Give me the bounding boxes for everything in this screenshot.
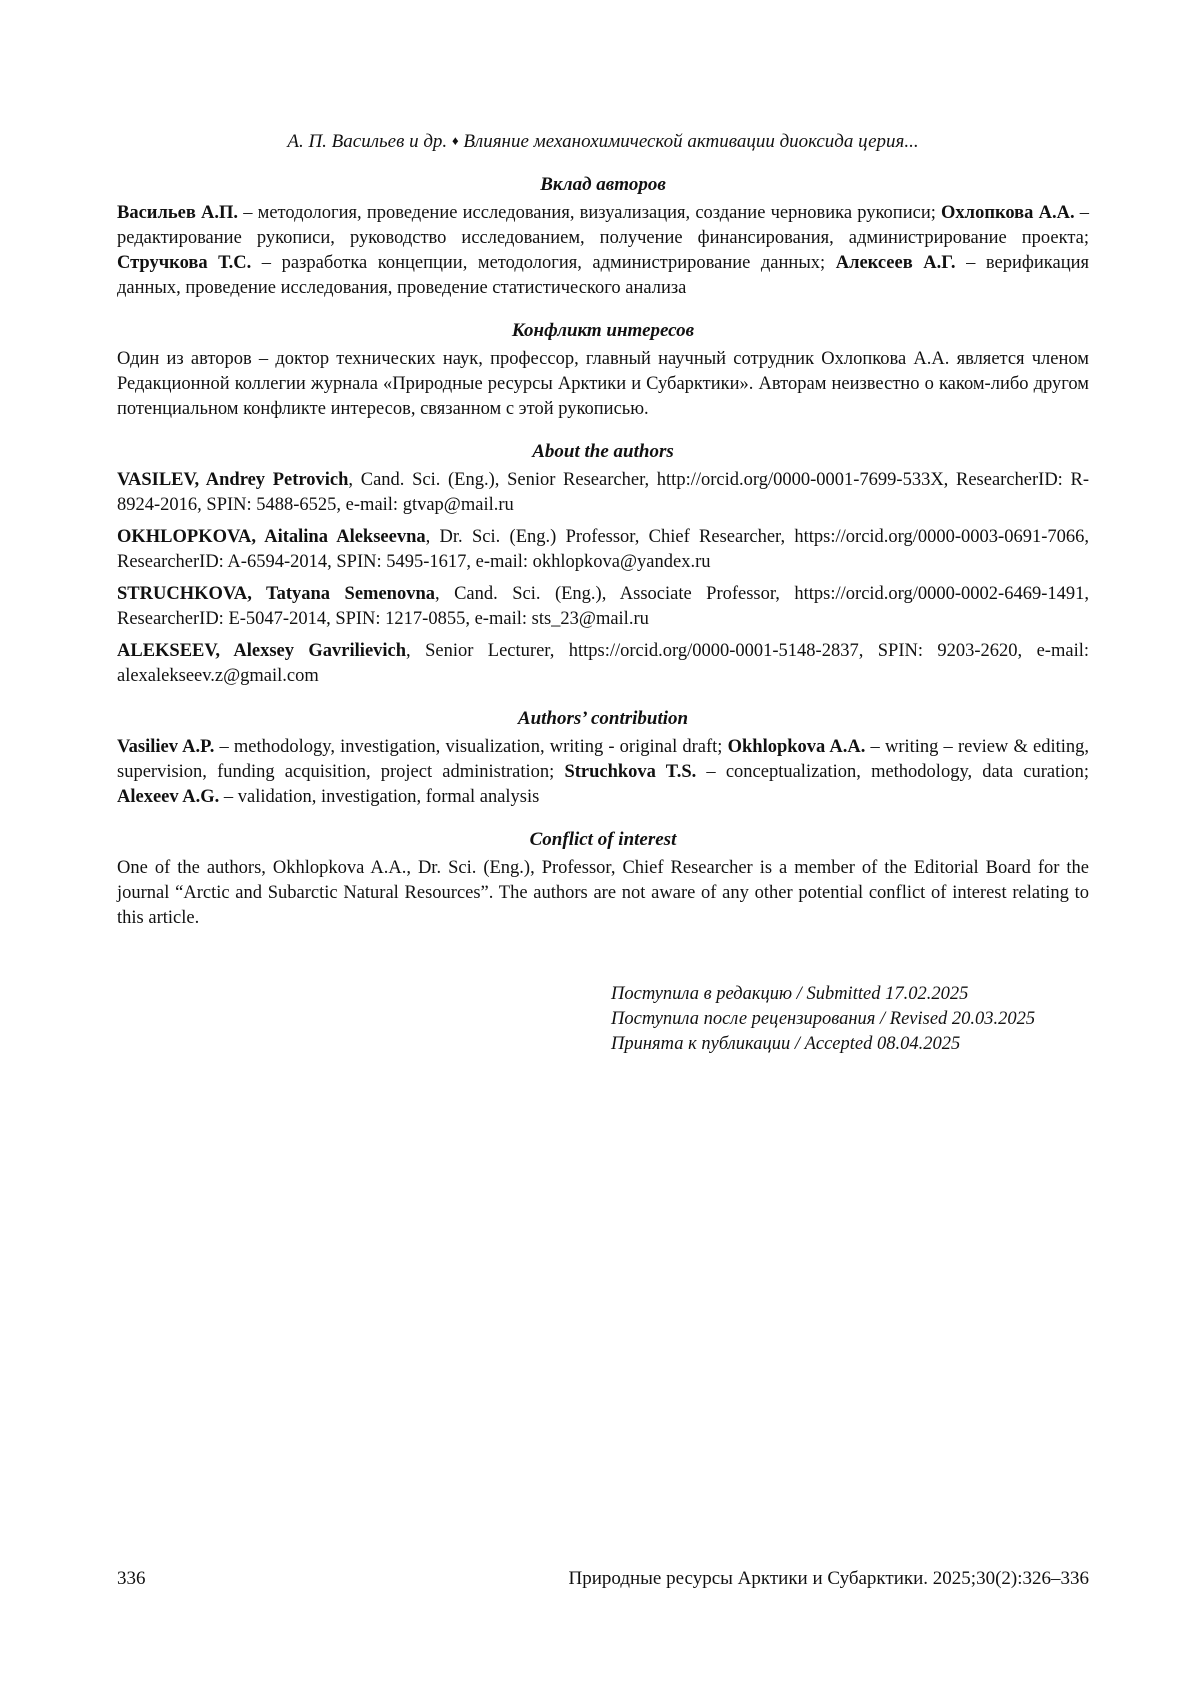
author-entry — [117, 582, 1089, 632]
contrib-en-paragraph — [117, 735, 1089, 810]
contribution-text: – methodology, investigation, visualization, writing - original draft; — [214, 737, 728, 757]
author-name: VASILEV, Andrey Petrovich — [117, 470, 349, 490]
running-header — [117, 131, 1089, 153]
section-heading-conflict-ru: Конфликт интересов — [511, 320, 695, 341]
article-body — [117, 172, 1089, 948]
date-accepted: Принята к публикации / Accepted 08.04.2025 — [611, 1034, 961, 1054]
conflict-en-paragraph: One of the authors, Okhlopkova A.A., Dr. Sci. (Eng.), Professor, Chief Researcher is a member of the Editorial Board for the journal “Arctic and Subarctic Natural Resources”. The authors are not aware of any other potential conflict of interest relating to this article. — [117, 858, 1089, 928]
contribution-text: – редактирование рукописи, руководство исследованием, получение финансирования, администрирование проекта; — [117, 203, 1090, 248]
conflict-ru-paragraph: Один из авторов – доктор технических наук, профессор, главный научный сотрудник Охлопкова А.А. является членом Редакционной коллегии журнала «Природные ресурсы Арктики и Субарктики». Авторам неизвестно о каком-либо другом потенциальном конфликте интересов, связанном с этой рукописью. — [117, 349, 1089, 419]
contribution-text: – методология, проведение исследования, визуализация, создание черновика рукописи; — [238, 203, 942, 223]
contrib-ru-paragraph — [117, 201, 1089, 301]
author-details: , Cand. Sci. (Eng.), Senior Researcher, http://orcid.org/0000-0001-7699-533X, ResearcherID: R-8924-2016, SPIN: 5488-6525, e-mail: gtvap@mail.ru — [117, 470, 1089, 515]
journal-citation: Природные ресурсы Арктики и Субарктики. 2025;30(2):326–336 — [568, 1568, 1089, 1589]
about-authors-list — [117, 468, 1089, 689]
date-revised: Поступила после рецензирования / Revised 20.03.2025 — [611, 1009, 1036, 1029]
author-name: STRUCHKOVA, Tatyana Semenovna — [117, 584, 435, 604]
section-heading-about: About the authors — [532, 441, 674, 462]
author-details: , Cand. Sci. (Eng.), Associate Professor, https://orcid.org/0000-0002-6469-1491, ResearcherID: E-5047-2014, SPIN: 1217-0855, e-mail: sts_23@mail.ru — [117, 584, 1089, 629]
header-authors: А. П. Васильев и др. — [287, 131, 448, 152]
author-name: OKHLOPKOVA, Aitalina Alekseevna — [117, 527, 426, 547]
author-name: Охлопкова А.А. — [941, 203, 1075, 223]
author-name: ALEKSEEV, Alexsey Gavrilievich — [117, 641, 407, 661]
author-name: Okhlopkova A.A. — [727, 737, 866, 757]
author-name: Alexeev A.G. — [117, 787, 220, 807]
author-details: , Dr. Sci. (Eng.) Professor, Chief Researcher, https://orcid.org/0000-0003-0691-7066, ResearcherID: A-6594-2014, SPIN: 5495-1617, e-mail: okhlopkova@yandex.ru — [117, 527, 1089, 572]
section-heading-contrib-ru: Вклад авторов — [540, 174, 666, 195]
contribution-text: – conceptualization, methodology, data curation; — [696, 762, 1089, 782]
author-name: Vasiliev A.P. — [117, 737, 215, 757]
submission-dates — [611, 982, 1035, 1057]
page-number: 336 — [117, 1568, 146, 1589]
section-heading-conflict-en: Conflict of interest — [529, 829, 677, 850]
section-heading-contrib-en: Authors’ contribution — [517, 708, 689, 729]
author-name: Struchkova T.S. — [564, 762, 697, 782]
diamond-bullet-icon: ♦ — [451, 133, 459, 148]
contribution-text: – writing – review & editing, supervision, funding acquisition, project administration; — [117, 737, 1090, 782]
contribution-text: – validation, investigation, formal analysis — [219, 787, 540, 807]
author-name: Алексеев А.Г. — [835, 253, 956, 273]
author-entry — [117, 468, 1089, 518]
author-details: , Senior Lecturer, https://orcid.org/0000-0001-5148-2837, SPIN: 9203-2620, e-mail: alexalekseev.z@gmail.com — [117, 641, 1089, 686]
author-entry — [117, 639, 1089, 689]
author-name: Васильев А.П. — [117, 203, 239, 223]
author-name: Стручкова Т.С. — [117, 253, 252, 273]
date-submitted: Поступила в редакцию / Submitted 17.02.2025 — [611, 984, 969, 1004]
contribution-text: – разработка концепции, методология, администрирование данных; — [251, 253, 836, 273]
header-title: Влияние механохимической активации диоксида церия... — [463, 131, 919, 152]
author-entry — [117, 525, 1089, 575]
contribution-text: – верификация данных, проведение исследования, проведение статистического анализа — [117, 253, 1089, 298]
page — [117, 0, 1089, 1698]
